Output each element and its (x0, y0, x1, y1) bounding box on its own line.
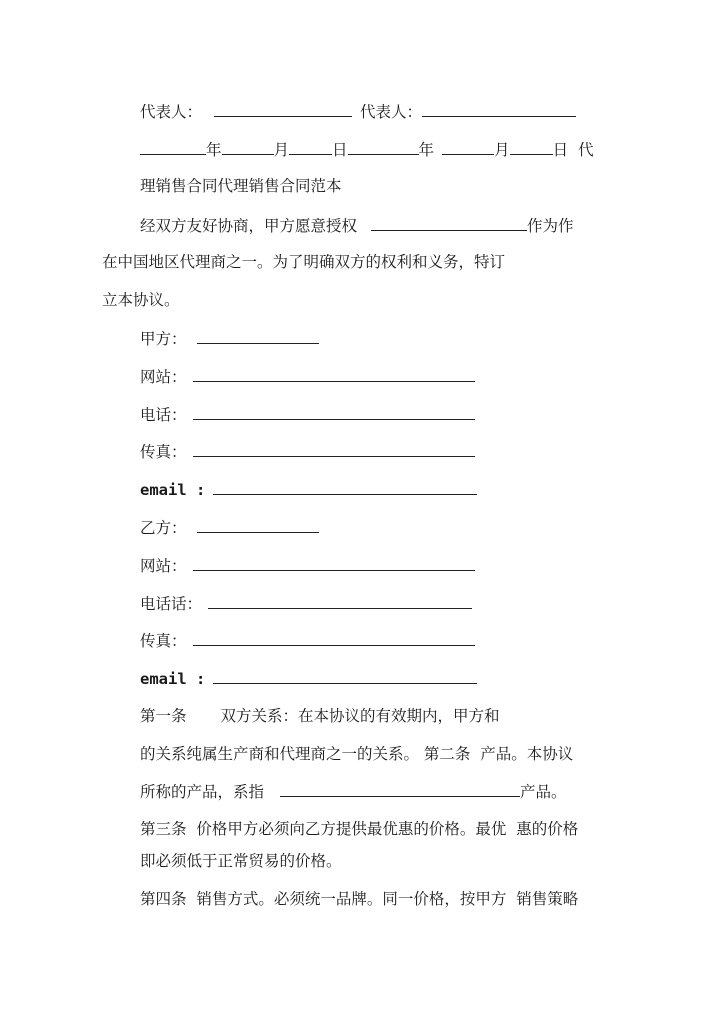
party-a-phone-blank (193, 404, 475, 420)
month-b-label: 月 (494, 141, 510, 159)
signature-representative-line (140, 101, 576, 122)
day-a-label: 日 (332, 141, 348, 159)
intro-line-3: 立本协议。 (102, 291, 180, 309)
party-a-label: 甲方： (140, 330, 187, 348)
intro-line-1 (140, 215, 574, 236)
representative-b-blank (422, 101, 576, 117)
authorized-party-blank (371, 215, 527, 231)
article-1-heading: 第一条 (140, 707, 187, 725)
article-2-line-2 (140, 781, 567, 802)
party-b-email-blank (213, 668, 477, 684)
day-a-blank (289, 139, 332, 155)
article-4-line-1: 第四条 销售方式。必须统一品牌。同一价格，按甲方 销售策略 (140, 890, 579, 908)
article-3-line-2: 即必须低于正常贸易的价格。 (140, 852, 342, 870)
party-a-website-blank (193, 366, 475, 382)
party-a-website-label: 网站： (140, 368, 187, 386)
year-b-blank (348, 139, 419, 155)
party-a-fax-blank (193, 441, 475, 457)
signature-date-line (140, 139, 594, 160)
month-a-blank (222, 139, 274, 155)
party-a-row (140, 328, 319, 349)
intro-line-2: 在中国地区代理商之一。为了明确双方的权利和义务，特订 (102, 253, 506, 271)
party-b-website-label: 网站： (140, 557, 187, 575)
representative-label-a: 代表人： (140, 103, 203, 121)
intro-text-a: 经双方友好协商，甲方愿意授权 (140, 217, 358, 235)
party-a-phone-label: 电话： (140, 406, 187, 424)
party-a-fax-label: 传真： (140, 443, 187, 461)
product-blank (280, 781, 520, 797)
party-b-email-label: email : (140, 670, 206, 688)
party-a-blank (197, 328, 319, 344)
party-b-phone-row (140, 593, 472, 614)
party-b-fax-row (140, 630, 475, 651)
party-a-fax-row (140, 441, 475, 462)
party-b-label: 乙方： (140, 519, 187, 537)
representative-a-blank (214, 101, 352, 117)
intro-text-b: 作为作 (527, 217, 574, 235)
year-a-label: 年 (206, 141, 222, 159)
day-b-label: 日 (552, 141, 569, 159)
party-a-email-label: email : (140, 481, 206, 499)
party-a-website-row (140, 366, 475, 387)
year-a-blank (140, 139, 206, 155)
representative-label-b: 代表人： (360, 103, 423, 121)
month-a-label: 月 (273, 141, 290, 159)
day-b-blank (510, 139, 553, 155)
article-1-line-2: 的关系纯属生产商和代理商之一的关系。 第二条 产品。本协议 (140, 745, 574, 763)
party-b-phone-label: 电话话： (140, 595, 203, 613)
party-b-website-row (140, 555, 475, 576)
party-b-blank (197, 517, 319, 533)
month-b-blank (442, 139, 494, 155)
article-2-text-b: 产品。 (520, 783, 567, 801)
party-b-phone-blank (208, 593, 472, 609)
article-3-line-1: 第三条 价格甲方必须向乙方提供最优惠的价格。最优 惠的价格 (140, 820, 579, 838)
year-b-label: 年 (418, 141, 435, 159)
party-a-phone-row (140, 404, 475, 425)
party-b-row (140, 517, 319, 538)
party-b-fax-label: 传真： (140, 632, 187, 650)
article-2-text-a: 所称的产品，系指 (140, 783, 265, 801)
article-1-line-1 (140, 706, 500, 726)
party-b-email-row (140, 668, 477, 689)
continuation-char: 代 (578, 141, 594, 159)
party-a-email-row (140, 479, 477, 500)
party-b-website-blank (193, 555, 475, 571)
party-a-email-blank (213, 479, 477, 495)
article-1-text: 双方关系：在本协议的有效期内，甲方和 (220, 707, 500, 725)
document-heading: 理销售合同代理销售合同范本 (140, 177, 342, 195)
party-b-fax-blank (193, 630, 475, 646)
